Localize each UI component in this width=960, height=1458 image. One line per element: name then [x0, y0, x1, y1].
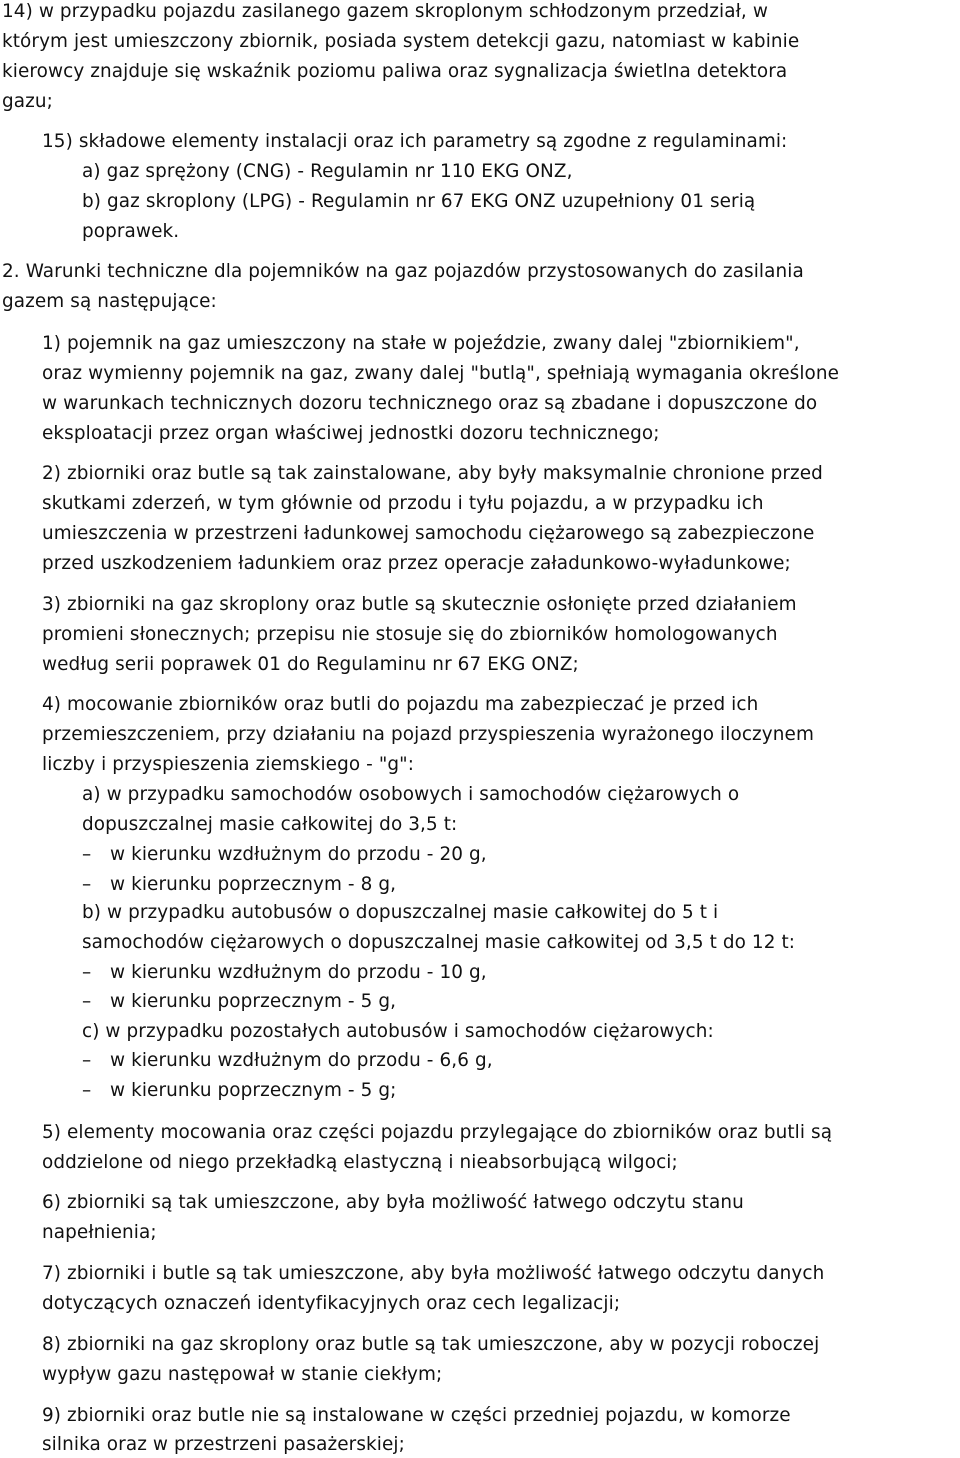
point-4-sub-a-dash-2 — [82, 874, 396, 896]
item-14-line-4: gazu; — [2, 91, 53, 112]
point-4-sub-c-line-1: c) w przypadku pozostałych autobusów i samochodów ciężarowych: — [82, 1021, 714, 1042]
point-7-line-1: 7) zbiorniki i butle są tak umieszczone, aby była możliwość łatwego odczytu danych — [42, 1263, 825, 1284]
dash-marker: – — [82, 844, 92, 865]
item-15-line-1: 15) składowe elementy instalacji oraz ich parametry są zgodne z regulaminami: — [42, 131, 788, 152]
point-4-sub-a-line-1: a) w przypadku samochodów osobowych i samochodów ciężarowych o — [82, 784, 740, 805]
point-6-line-1: 6) zbiorniki są tak umieszczone, aby była możliwość łatwego odczytu stanu — [42, 1192, 744, 1213]
point-1-line-4: eksploatacji przez organ właściwej jednostki dozoru technicznego; — [42, 423, 660, 444]
point-8-line-1: 8) zbiorniki na gaz skroplony oraz butle są tak umieszczone, aby w pozycji roboczej — [42, 1334, 820, 1355]
dash-marker: – — [82, 962, 92, 983]
point-1-line-3: w warunkach technicznych dozoru technicznego oraz są zbadane i dopuszczone do — [42, 393, 818, 414]
point-4-sub-c-dash-1 — [82, 1050, 493, 1072]
point-4-sub-b-line-1: b) w przypadku autobusów o dopuszczalnej masie całkowitej do 5 t i — [82, 902, 719, 923]
point-2-line-4: przed uszkodzeniem ładunkiem oraz przez operacje załadunkowo-wyładunkowe; — [42, 553, 791, 574]
point-9-line-2: silnika oraz w przestrzeni pasażerskiej; — [42, 1434, 405, 1455]
point-2-line-1: 2) zbiorniki oraz butle są tak zainstalowane, aby były maksymalnie chronione przed — [42, 463, 823, 484]
section-2-line-1: 2. Warunki techniczne dla pojemników na gaz pojazdów przystosowanych do zasilania — [2, 261, 804, 282]
point-4-sub-b-dash-2 — [82, 991, 396, 1013]
point-4-line-1: 4) mocowanie zbiorników oraz butli do pojazdu ma zabezpieczać je przed ich — [42, 694, 759, 715]
point-2-line-3: umieszczenia w przestrzeni ładunkowej samochodu ciężarowego są zabezpieczone — [42, 523, 815, 544]
point-4-sub-a-dash-1 — [82, 844, 487, 866]
point-5-line-1: 5) elementy mocowania oraz części pojazdu przylegające do zbiorników oraz butli są — [42, 1122, 833, 1143]
item-15-sub-a: a) gaz sprężony (CNG) - Regulamin nr 110 EKG ONZ, — [82, 161, 573, 182]
point-9-line-1: 9) zbiorniki oraz butle nie są instalowane w części przedniej pojazdu, w komorze — [42, 1405, 791, 1426]
point-5-line-2: oddzielone od niego przekładką elastyczną i nieabsorbującą wilgoci; — [42, 1152, 678, 1173]
dash-marker: – — [82, 991, 92, 1012]
dash-text: w kierunku wzdłużnym do przodu - 20 g, — [110, 844, 487, 865]
point-3-line-2: promieni słonecznych; przepisu nie stosuje się do zbiorników homologowanych — [42, 624, 778, 645]
item-15-sub-b-line-2: poprawek. — [82, 221, 180, 242]
point-7-line-2: dotyczących oznaczeń identyfikacyjnych oraz cech legalizacji; — [42, 1293, 621, 1314]
dash-marker: – — [82, 1080, 92, 1101]
point-1-line-1: 1) pojemnik na gaz umieszczony na stałe w pojeździe, zwany dalej "zbiornikiem", — [42, 333, 800, 354]
point-6-line-2: napełnienia; — [42, 1222, 157, 1243]
point-4-sub-b-dash-1 — [82, 962, 487, 984]
point-4-line-2: przemieszczeniem, przy działaniu na pojazd przyspieszenia wyrażonego iloczynem — [42, 724, 814, 745]
dash-text: w kierunku poprzecznym - 8 g, — [110, 874, 397, 895]
point-1-line-2: oraz wymienny pojemnik na gaz, zwany dalej "butlą", spełniają wymagania określone — [42, 363, 840, 384]
point-3-line-1: 3) zbiorniki na gaz skroplony oraz butle są skutecznie osłonięte przed działaniem — [42, 594, 797, 615]
section-2-line-2: gazem są następujące: — [2, 291, 217, 312]
point-3-line-3: według serii poprawek 01 do Regulaminu nr 67 EKG ONZ; — [42, 654, 579, 675]
point-4-sub-b-line-2: samochodów ciężarowych o dopuszczalnej masie całkowitej od 3,5 t do 12 t: — [82, 932, 796, 953]
point-4-line-3: liczby i przyspieszenia ziemskiego - "g": — [42, 754, 415, 775]
point-4-sub-a-line-2: dopuszczalnej masie całkowitej do 3,5 t: — [82, 814, 458, 835]
item-15-sub-b-line-1: b) gaz skroplony (LPG) - Regulamin nr 67 EKG ONZ uzupełniony 01 serią — [82, 191, 756, 212]
item-14-line-3: kierowcy znajduje się wskaźnik poziomu paliwa oraz sygnalizacja świetlna detektora — [2, 61, 788, 82]
dash-text: w kierunku wzdłużnym do przodu - 6,6 g, — [110, 1050, 493, 1071]
dash-text: w kierunku wzdłużnym do przodu - 10 g, — [110, 962, 487, 983]
dash-marker: – — [82, 874, 92, 895]
dash-text: w kierunku poprzecznym - 5 g; — [110, 1080, 397, 1101]
point-4-sub-c-dash-2 — [82, 1080, 396, 1102]
item-14-line-2: którym jest umieszczony zbiornik, posiada system detekcji gazu, natomiast w kabinie — [2, 31, 800, 52]
dash-marker: – — [82, 1050, 92, 1071]
item-14-line-1: 14) w przypadku pojazdu zasilanego gazem skroplonym schłodzonym przedział, w — [2, 1, 768, 22]
point-2-line-2: skutkami zderzeń, w tym głównie od przodu i tyłu pojazdu, a w przypadku ich — [42, 493, 764, 514]
dash-text: w kierunku poprzecznym - 5 g, — [110, 991, 397, 1012]
point-8-line-2: wypływ gazu następował w stanie ciekłym; — [42, 1364, 443, 1385]
